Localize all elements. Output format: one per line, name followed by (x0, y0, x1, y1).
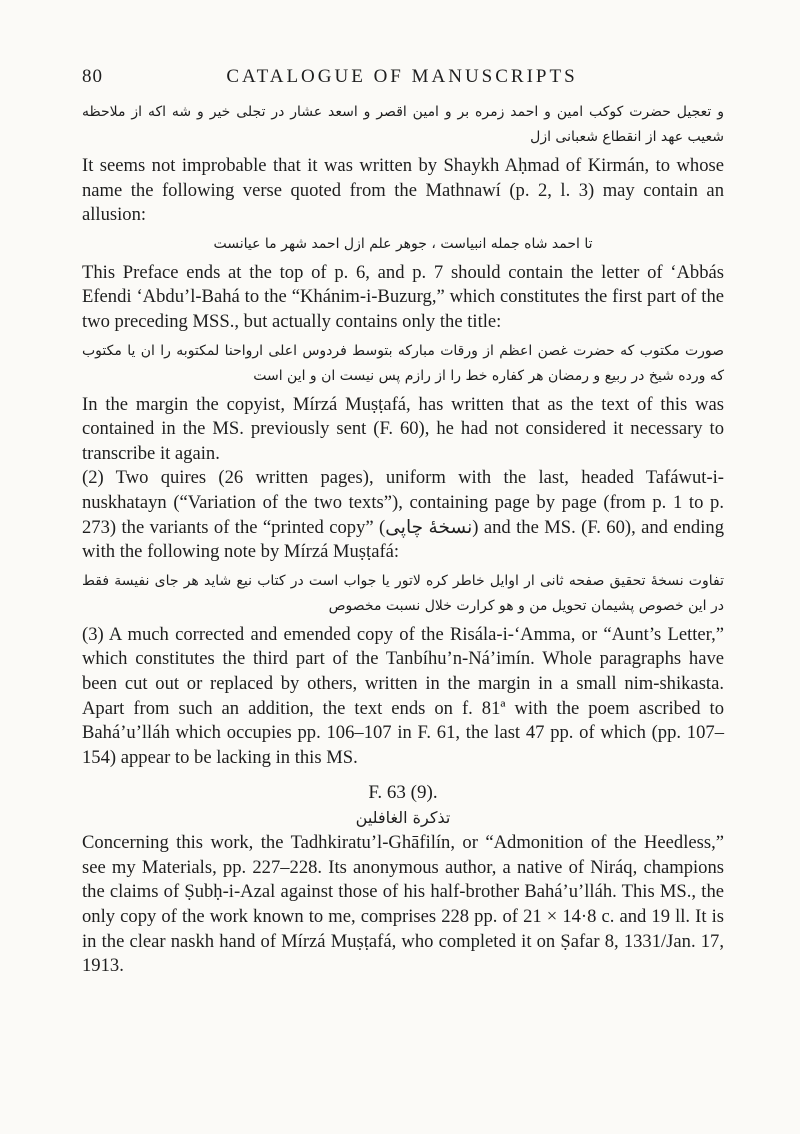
page-number: 80 (82, 66, 103, 87)
section-heading: F. 63 (9). (368, 782, 438, 804)
page-body (82, 100, 724, 979)
page-header (82, 66, 722, 96)
paragraph-4: (2) Two quires (26 written pages), uniform with the last, headed Tafáwut-i-nuskhatayn (“Variation of the two texts”), containing page by page (from p. 1 to p. 273) the variants of the “printed copy” (نسخهٔ چاپی) and the MS. (F. 60), and ending with the following note by Mírzá Muṣṭafá: (82, 467, 724, 563)
arabic-passage-2: صورت مکتوب که حضرت غصن اعظم از ورقات مبارکه بتوسط فردوس اعلی ارواحنا لمکتوبه را ان يا مكتوب که ورده شيخ در ربيع و رمضان هر كفاره خط را از رازم پس نيست ان و این است (82, 342, 724, 384)
paragraph-6: Concerning this work, the Tadhkiratu’l-Ghāfilín, or “Admonition of the Heedless,” see my Materials, pp. 227–228. Its anonymous author, a native of Niráq, champions the claims of Ṣubḥ-i-Azal against those of his half-brother Bahá’u’lláh. This MS., the only copy of the work known to me, comprises 228 pp. of 21 × 14·8 c. and 19 ll. It is in the clear naskh hand of Mírzá Muṣṭafá, who completed it on Ṣafar 8, 1331/Jan. 17, 1913. (82, 832, 724, 977)
paragraph-3: In the margin the copyist, Mírzá Muṣṭafá, has written that as the text of this was contained in the MS. previously sent (F. 60), he had not considered it necessary to transcribe it again. (82, 393, 724, 464)
arabic-passage-3: تفاوت نسخهٔ تحقیق صفحه ثانی ار اوایل خاطر کره لاتور یا جواب است در کتاب نیع شاید هر جاى نفيسة فقط در اين خصوص پشیمان تحويل من و هو کرارت خلال نسبت مخصوص (82, 572, 724, 614)
arabic-verse: تا احمد شاه جمله انبياست ، جوهر علم ازل احمد شهر ما عيانست (213, 235, 593, 252)
arabic-title: تذکرة الغافلين (355, 808, 451, 828)
paragraph-1: It seems not improbable that it was written by Shaykh Aḥmad of Kirmán, to whose name the following verse quoted from the Mathnawí (p. 2, l. 3) may contain an allusion: (82, 155, 724, 226)
paragraph-5: (3) A much corrected and emended copy of the Risála-i-‘Amma, or “Aunt’s Letter,” which constitutes the third part of the Tanbíhu’n-Ná’imín. Whole paragraphs have been cut out or replaced by others, written in the margin in a small nim-shikasta. Apart from such an addition, the text ends on f. 81ª with the poem ascribed to Bahá’u’lláh which occupies pp. 106–107 in F. 61, the last 47 pp. of which (pp. 107–154) appear to be lacking in this MS. (82, 623, 724, 768)
arabic-passage-1: و تعجيل حضرت كوكب امين و احمد زمره بر و امين اقصر و اسعد عشار در تجلى خير و شه اكه از ملاحظه شعيب عهد از انقطاع شعبانى ازل (82, 104, 724, 145)
running-head: CATALOGUE OF MANUSCRIPTS (226, 66, 578, 87)
paragraph-2: This Preface ends at the top of p. 6, and p. 7 should contain the letter of ‘Abbás Efendi ‘Abdu’l-Bahá to the “Khánim-i-Buzurg,” which constitutes the first part of the two preceding MSS., but actually contains only the title: (82, 261, 724, 332)
